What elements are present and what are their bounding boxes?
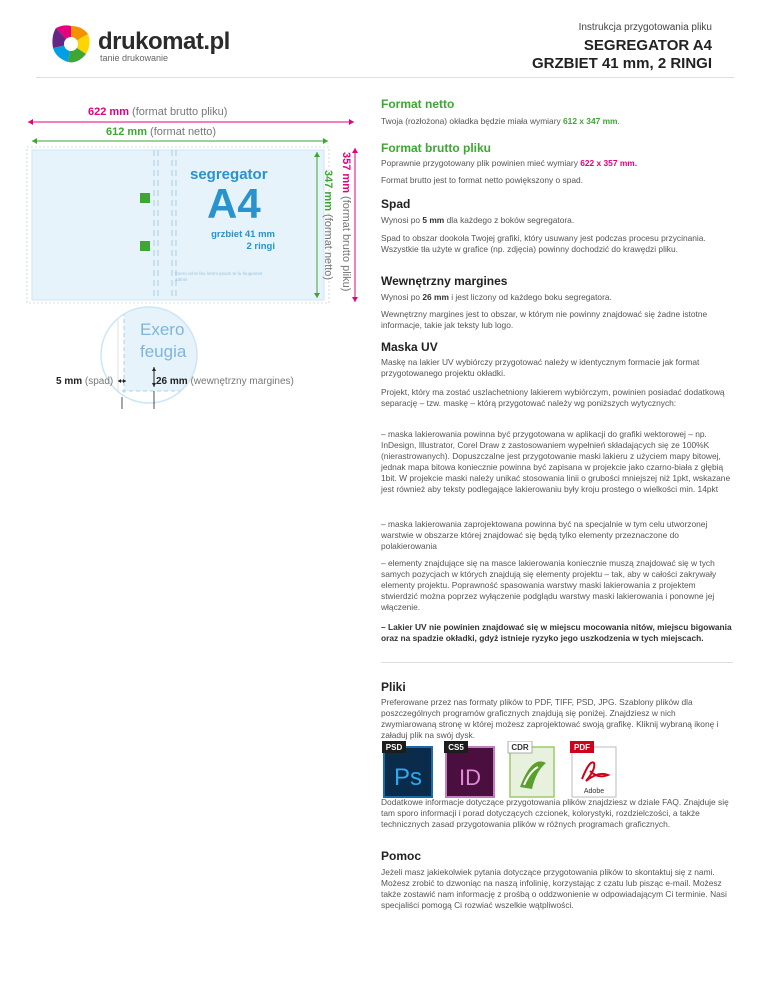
logo-name: drukomat.pl — [98, 28, 230, 55]
page-title-line2: GRZBIET 41 mm, 2 RINGI — [531, 55, 712, 72]
cover-title: segregator — [190, 166, 268, 183]
brutto-text: Poprawnie przygotowany plik powinien mieć wymiary — [381, 158, 581, 168]
uv-paragraph-3: – maska lakierowania powinna być przygotowana w aplikacji do grafiki wektorowej – np. InDesign, Illustrator, Corel Draw z zastosowaniem wypełnień składających się ze 100%K (nierastrowanych). Dopuszczalne jest przygotowanie maski lakieru z użyciem mapy bitowej, jednak mapa bitowa koniecznie powinna być zapisana w projekcie jako czarno-biała z głębią 1bit. W projekcie maski należy unikać stosowania linii o grubości mniejszej niż 1pkt, wskazane jest również aby teksty podlegające lakierowaniu były kroju prostego o wielkości min. 14pkt — [381, 429, 731, 494]
section-netto-title: Format netto — [381, 97, 455, 111]
spad-value: 5 mm — [56, 376, 83, 387]
margin-note: (wewnętrzny margines) — [190, 376, 294, 387]
pdf-badge: PDF — [574, 743, 590, 752]
section-spad-text2: Spad to obszar dookoła Twojej grafiki, który usuwany jest podczas procesu przycinania. Wszystkie tła użyte w grafice (np. zdjęcia) powinny dochodzić do krawędzi pliku. — [381, 233, 706, 254]
pomoc-paragraph: Jeżeli masz jakiekolwiek pytania dotyczące przygotowania plików to skontaktuj się z nami. Możesz zrobić to dzwoniąc na naszą infolinię, korzystając z czatu lub pisząc e-mail. Możesz także zostawić nam informację z prośbą o oddzwonienie w odpowiadającym Ci terminie. Nasi specjaliści pomogą Ci rozwiać wszelkie wątpliwości. — [381, 867, 727, 910]
cover-spine-width: grzbiet 41 mm — [211, 229, 275, 240]
margin-value: 26 mm — [156, 376, 188, 387]
uv-paragraph-5: – elementy znajdujące się na masce lakierowania koniecznie muszą znajdować się w tych samych pozycjach w których znajdują się elementy projektu – tak, aby w całości zakrywały elementy projektu. Poprawność spasowania warstwy maski lakierowania z projektem stwierdzić można poprzez wyłączenie podglądu warstwy maski lakierowania i ponowne jej włączenie. — [381, 558, 717, 612]
cover-spine-info — [205, 229, 275, 253]
brutto-width-value: 622 mm — [88, 106, 129, 118]
uv-paragraph-2: Projekt, który ma zostać uszlachetniony lakierem wybiórczym, powinien posiadać dodatkową separację – tzw. maskę – którą przygotować należy wg poniższych wytycznych: — [381, 387, 725, 408]
pliki-paragraph-1: Preferowane przez nas formaty plików to PDF, TIFF, PSD, JPG. Szablony plików dla poszczególnych programów graficznych znajdują się poniżej. Znajdziesz w nich zwymiarowaną stronę w której możesz zaprojektować swoją grafikę. Kliknij wybraną ikonę i załaduj plik na swój dysk. — [381, 697, 719, 740]
cover-format: A4 — [207, 180, 261, 227]
margines-text: Wynosi po — [381, 292, 423, 302]
zoom-sample-text — [140, 319, 186, 363]
photoshop-template-button[interactable] — [382, 741, 434, 799]
netto-width-note: (format netto) — [150, 126, 217, 138]
zoom-word-2: feugia — [140, 342, 187, 361]
section-margines-text2: Wewnętrzny margines jest to obszar, w którym nie powinny znajdować się żadne istotne informacje, takie jak teksty lub logo. — [381, 309, 708, 330]
cover-rings: 2 ringi — [246, 241, 275, 252]
template-icons — [382, 741, 702, 801]
spad-text-value: 5 mm — [422, 215, 445, 225]
brutto-height-note: (format brutto pliku) — [340, 196, 352, 292]
netto-height-label — [322, 170, 334, 280]
brutto-width-note: (format brutto pliku) — [132, 106, 228, 118]
margines-text-value: 26 mm — [422, 292, 449, 302]
section-spad-text — [381, 215, 733, 226]
cdr-badge: CDR — [511, 743, 529, 752]
coreldraw-icon — [506, 741, 558, 799]
spad-text: Wynosi po — [381, 215, 423, 225]
section-uv-title: Maska UV — [381, 340, 438, 354]
section-margines-text — [381, 292, 733, 303]
section-margines-title: Wewnętrzny margines — [381, 274, 508, 288]
section-brutto-text — [381, 158, 733, 169]
netto-height-arrow — [312, 150, 322, 300]
spad-note: (spad) — [84, 376, 114, 387]
section-netto-text — [381, 116, 733, 127]
id-glyph: ID — [459, 765, 481, 790]
brutto-height-value: 357 mm — [340, 152, 352, 193]
section-divider — [381, 662, 733, 663]
ps-glyph: Ps — [393, 764, 423, 791]
section-spad-title: Spad — [381, 197, 411, 211]
netto-text: Twoja (rozłożona) okładka będzie miała wymiary — [381, 116, 563, 126]
header-divider — [36, 77, 734, 78]
cover-placeholder-text: Exero od te feu lorem ipsum te fu feugiamet admin — [175, 271, 263, 282]
photoshop-icon — [382, 741, 434, 799]
pdf-template-button[interactable] — [568, 741, 620, 799]
page-title-line1: SEGREGATOR A4 — [583, 37, 712, 54]
indesign-icon — [444, 741, 496, 799]
psd-badge: PSD — [385, 743, 403, 752]
netto-width-arrow — [30, 136, 330, 146]
section-brutto-text2: Format brutto jest to format netto powiększony o spad. — [381, 175, 584, 185]
indesign-template-button[interactable] — [444, 741, 496, 799]
netto-text-end: . — [617, 116, 620, 126]
zoom-word-1: Exero — [140, 320, 185, 339]
logo-tagline: tanie drukowanie — [100, 53, 169, 63]
netto-height-value: 347 mm — [322, 170, 334, 211]
section-pomoc-title: Pomoc — [381, 849, 422, 863]
uv-paragraph-1: Maskę na lakier UV wybiórczy przygotować należy w identycznym formacie jak format przygotowanego projektu okładki. — [381, 357, 700, 378]
section-pliki-title: Pliki — [381, 680, 406, 694]
uv-paragraph-6: – Lakier UV nie powinien znajdować się w miejscu mocowania nitów, miejscu bigowania oraz na spadzie okładki, gdyż istnieje ryzyko jego uszkodzenia w tych miejscach. — [381, 622, 732, 643]
document-subtitle: Instrukcja przygotowania pliku — [578, 22, 712, 33]
spad-text-end: dla każdego z boków segregatora. — [444, 215, 575, 225]
coreldraw-template-button[interactable] — [506, 741, 558, 799]
drukomat-logo-icon — [48, 22, 94, 66]
brutto-height-label — [340, 152, 352, 291]
netto-width-value: 612 mm — [106, 126, 147, 138]
netto-height-note: (format netto) — [322, 214, 334, 281]
margin-label — [156, 376, 294, 387]
margines-text-end: i jest liczony od każdego boku segregatora. — [448, 292, 612, 302]
brutto-value: 622 x 357 mm. — [580, 158, 638, 168]
adobe-label: Adobe — [583, 788, 605, 795]
section-brutto-title: Format brutto pliku — [381, 141, 491, 155]
pliki-paragraph-2: Dodatkowe informacje dotyczące przygotowania plików znajdziesz w dziale FAQ. Znajduje się tam sporo informacji i porad dotyczących czcionek, kolorystyki, rozdzielczości, a także technicznych zasad przygotowania plików w różnych programach graficznych. — [381, 797, 729, 829]
uv-paragraph-4: – maska lakierowania zaprojektowana powinna być na specjalnie w tym celu utworzonej warstwie w obszarze której znajdować się będą tylko elementy przeznaczone do polakierowania — [381, 519, 708, 551]
pdf-icon — [568, 741, 620, 799]
cs5-badge: CS5 — [448, 743, 464, 752]
netto-value: 612 x 347 mm — [563, 116, 618, 126]
spad-label — [56, 376, 113, 387]
